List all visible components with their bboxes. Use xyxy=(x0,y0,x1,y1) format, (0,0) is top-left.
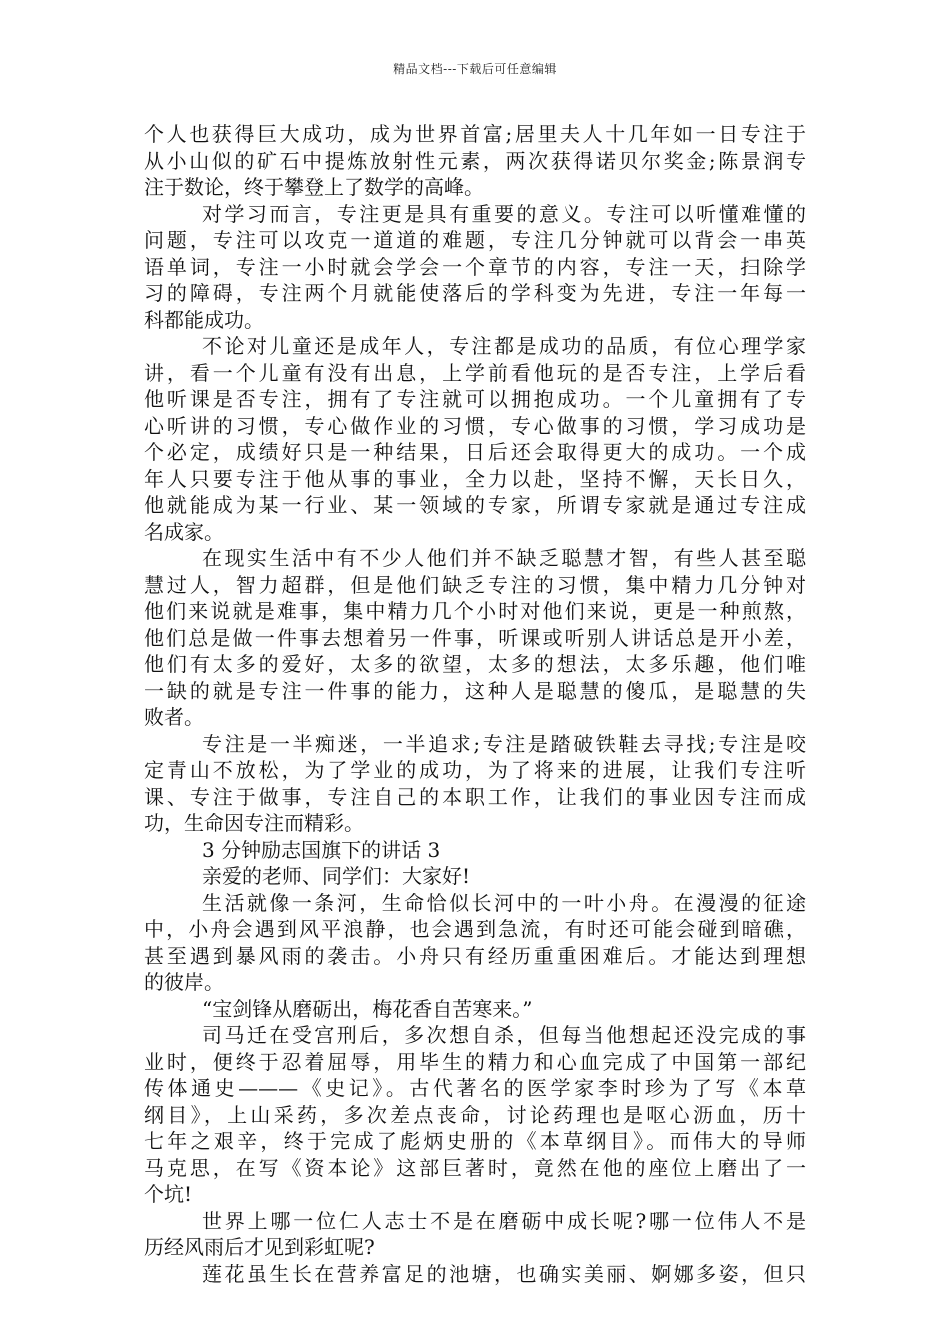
text-line: 心听讲的习惯，专心做作业的习惯，专心做事的习惯，学习成功是 xyxy=(144,413,806,438)
text-line: 莲花虽生长在营养富足的池塘，也确实美丽、婀娜多姿，但只 xyxy=(202,1261,806,1286)
text-line: “宝剑锋从磨砺出，梅花香自苦寒来。” xyxy=(202,996,533,1021)
text-line: 习的障碍，专注两个月就能使落后的学科变为先进，专注一年每一 xyxy=(144,281,806,305)
text-line: 生活就像一条河，生命恰似长河中的一叶小舟。在漫漫的征途 xyxy=(202,890,806,915)
text-line: 七年之艰辛，终于完成了彪炳史册的《本草纲目》。而伟大的导师 xyxy=(144,1129,806,1153)
text-line: 个必定，成绩好只是一种结果，日后还会取得更大的成功。一个成 xyxy=(144,440,806,464)
text-line: 定青山不放松，为了学业的成功，为了将来的进展，让我们专注听 xyxy=(144,758,806,782)
text-line: 业时，便终于忍着屈辱，用毕生的精力和心血完成了中国第一部纪 xyxy=(144,1049,806,1074)
text-line: 从小山似的矿石中提炼放射性元素，两次获得诺贝尔奖金;陈景润专 xyxy=(144,148,806,173)
text-line: 的彼岸。 xyxy=(144,970,224,994)
text-line: 年人只要专注于他从事的事业，全力以赴，坚持不懈，天长日久， xyxy=(144,466,806,491)
text-line: 司马迁在受宫刑后，多次想自杀，但每当他想起还没完成的事 xyxy=(202,1023,806,1047)
text-line: 注于数论，终于攀登上了数学的高峰。 xyxy=(144,175,484,199)
text-line: 对学习而言，专注更是具有重要的意义。专注可以听懂难懂的 xyxy=(202,201,806,226)
text-line: 纲目》，上山采药，多次差点丧命，讨论药理也是呕心沥血，历十 xyxy=(144,1102,806,1127)
text-line: 讲，看一个儿童有没有出息，上学前看他玩的是否专注，上学后看 xyxy=(144,360,806,385)
text-line: 历经风雨后才见到彩虹呢? xyxy=(144,1235,375,1259)
text-line: 甚至遇到暴风雨的袭击。小舟只有经历重重困难后。才能达到理想 xyxy=(144,943,806,968)
text-line: 科都能成功。 xyxy=(144,307,264,332)
text-line: 中，小舟会遇到风平浪静，也会遇到急流，有时还可能会碰到暗礁， xyxy=(144,917,806,941)
text-line: 功，生命因专注而精彩。 xyxy=(144,811,364,835)
text-line: 慧过人，智力超群，但是他们缺乏专注的习惯，集中精力几分钟对 xyxy=(144,572,806,597)
text-line: 他听课是否专注，拥有了专注就可以拥抱成功。一个儿童拥有了专 xyxy=(144,387,806,411)
text-line: 败者。 xyxy=(144,705,204,729)
document-body xyxy=(144,121,806,1287)
text-line: 亲爱的老师、同学们：大家好! xyxy=(202,864,471,888)
text-line: 他就能成为某一行业、某一领域的专家，所谓专家就是通过专注成 xyxy=(144,493,806,517)
text-line: 课、专注于做事，专注自己的本职工作，让我们的事业因专注而成 xyxy=(144,784,806,809)
text-line: 语单词，专注一小时就会学会一个章节的内容，专注一天，扫除学 xyxy=(144,254,806,279)
page-header: 精品文档---下载后可任意编辑 xyxy=(393,62,557,76)
text-line: 专注是一半痴迷，一半追求;专注是踏破铁鞋去寻找;专注是咬 xyxy=(202,731,806,756)
text-line: 在现实生活中有不少人他们并不缺乏聪慧才智，有些人甚至聪 xyxy=(202,546,806,570)
text-line: 世界上哪一位仁人志士不是在磨砺中成长呢?哪一位伟人不是 xyxy=(202,1208,806,1233)
text-line: 一缺的就是专注一件事的能力，这种人是聪慧的傻瓜，是聪慧的失 xyxy=(144,678,806,703)
text-line: 他们来说就是难事，集中精力几个小时对他们来说，更是一种煎熬， xyxy=(144,599,806,623)
text-line: 个坑! xyxy=(144,1182,193,1206)
text-line: 传体通史———《史记》。古代著名的医学家李时珍为了写《本草 xyxy=(144,1076,806,1100)
text-line: 马克思，在写《资本论》这部巨著时，竟然在他的座位上磨出了一 xyxy=(144,1155,806,1180)
text-line: 3 分钟励志国旗下的讲话 3 xyxy=(202,837,441,862)
text-line: 名成家。 xyxy=(144,519,224,544)
text-line: 不论对儿童还是成年人，专注都是成功的品质，有位心理学家 xyxy=(202,334,806,358)
text-line: 问题，专注可以攻克一道道的难题，专注几分钟就可以背会一串英 xyxy=(144,228,806,252)
text-line: 个人也获得巨大成功，成为世界首富;居里夫人十几年如一日专注于 xyxy=(144,122,806,146)
text-line: 他们总是做一件事去想着另一件事，听课或听别人讲话总是开小差， xyxy=(144,625,806,650)
text-line: 他们有太多的爱好，太多的欲望，太多的想法，太多乐趣，他们唯 xyxy=(144,652,806,676)
